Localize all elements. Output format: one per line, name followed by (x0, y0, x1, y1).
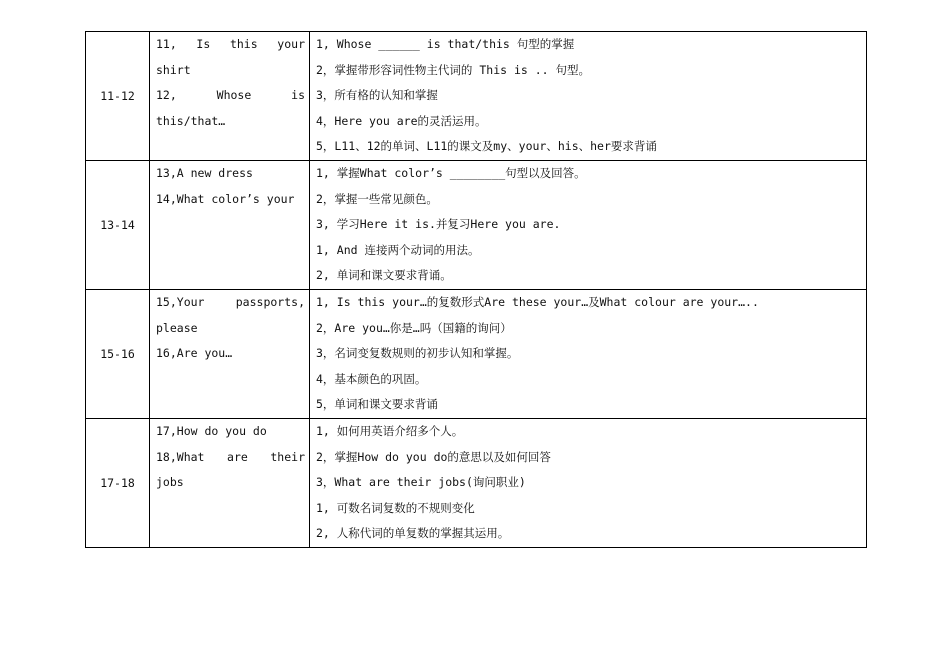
point-line: 1, And 连接两个动词的用法。 (316, 242, 480, 257)
topic-line: 13,A new dress (156, 165, 253, 180)
point-line: 2, 人称代词的单复数的掌握其运用。 (316, 526, 510, 541)
topic-line: 16,Are you… (156, 346, 233, 361)
point-line: 1, 掌握What color’s ________句型以及回答。 (316, 165, 586, 180)
topic-line: this/that… (156, 113, 226, 128)
lesson-points-cell (310, 32, 867, 161)
lesson-topic-cell (150, 289, 310, 418)
lesson-topic-cell (150, 160, 310, 289)
topic-line: please (156, 320, 198, 335)
point-line: 2, 单词和课文要求背诵。 (316, 268, 452, 283)
topic-line: 12, Whose is (156, 88, 305, 103)
point-line: 4，Here you are的灵活运用。 (316, 113, 487, 128)
table-row (86, 160, 867, 289)
lesson-range-cell: 11-12 (86, 32, 150, 161)
point-line: 1, Whose ______ is that/this 句型的掌握 (316, 37, 575, 51)
point-line: 1, 如何用英语介绍多个人。 (316, 423, 464, 438)
lesson-topic-cell (150, 32, 310, 161)
lesson-points-cell (310, 289, 867, 418)
topic-line: 18,What are their (156, 449, 305, 464)
lesson-points-cell (310, 418, 867, 547)
point-line: 2，Are you…你是…吗（国籍的询问） (316, 320, 512, 335)
topic-line: 11, Is this your (156, 37, 305, 51)
topic-line: 17,How do you do (156, 423, 267, 438)
table-row (86, 32, 867, 161)
point-line: 3，What are their jobs(询问职业) (316, 475, 526, 490)
point-line: 5，L11、12的单词、L11的课文及my、your、his、her要求背诵 (316, 139, 657, 154)
point-line: 2，掌握带形容词性物主代词的 This is .. 句型。 (316, 62, 591, 77)
point-line: 1, 可数名词复数的不规则变化 (316, 500, 475, 515)
lesson-points-cell (310, 160, 867, 289)
point-line: 4，基本颜色的巩固。 (316, 371, 427, 386)
lesson-range-cell: 13-14 (86, 160, 150, 289)
table-row (86, 289, 867, 418)
topic-line: 15,Your passports, (156, 294, 305, 309)
topic-line: shirt (156, 62, 191, 77)
point-line: 3，名词变复数规则的初步认知和掌握。 (316, 346, 519, 361)
point-line: 1, Is this your…的复数形式Are these your…及What colour are your….. (316, 294, 759, 309)
lesson-plan-table (85, 31, 867, 548)
topic-line: jobs (156, 475, 184, 490)
lesson-range-cell: 17-18 (86, 418, 150, 547)
lesson-topic-cell (150, 418, 310, 547)
point-line: 5，单词和课文要求背诵 (316, 397, 438, 412)
point-line: 2，掌握How do you do的意思以及如何回答 (316, 449, 551, 464)
point-line: 3，所有格的认知和掌握 (316, 88, 438, 103)
lesson-range-cell: 15-16 (86, 289, 150, 418)
point-line: 2，掌握一些常见颜色。 (316, 191, 438, 206)
table-row (86, 418, 867, 547)
topic-line: 14,What color’s your (156, 191, 295, 206)
point-line: 3, 学习Here it is.并复习Here you are. (316, 217, 561, 232)
